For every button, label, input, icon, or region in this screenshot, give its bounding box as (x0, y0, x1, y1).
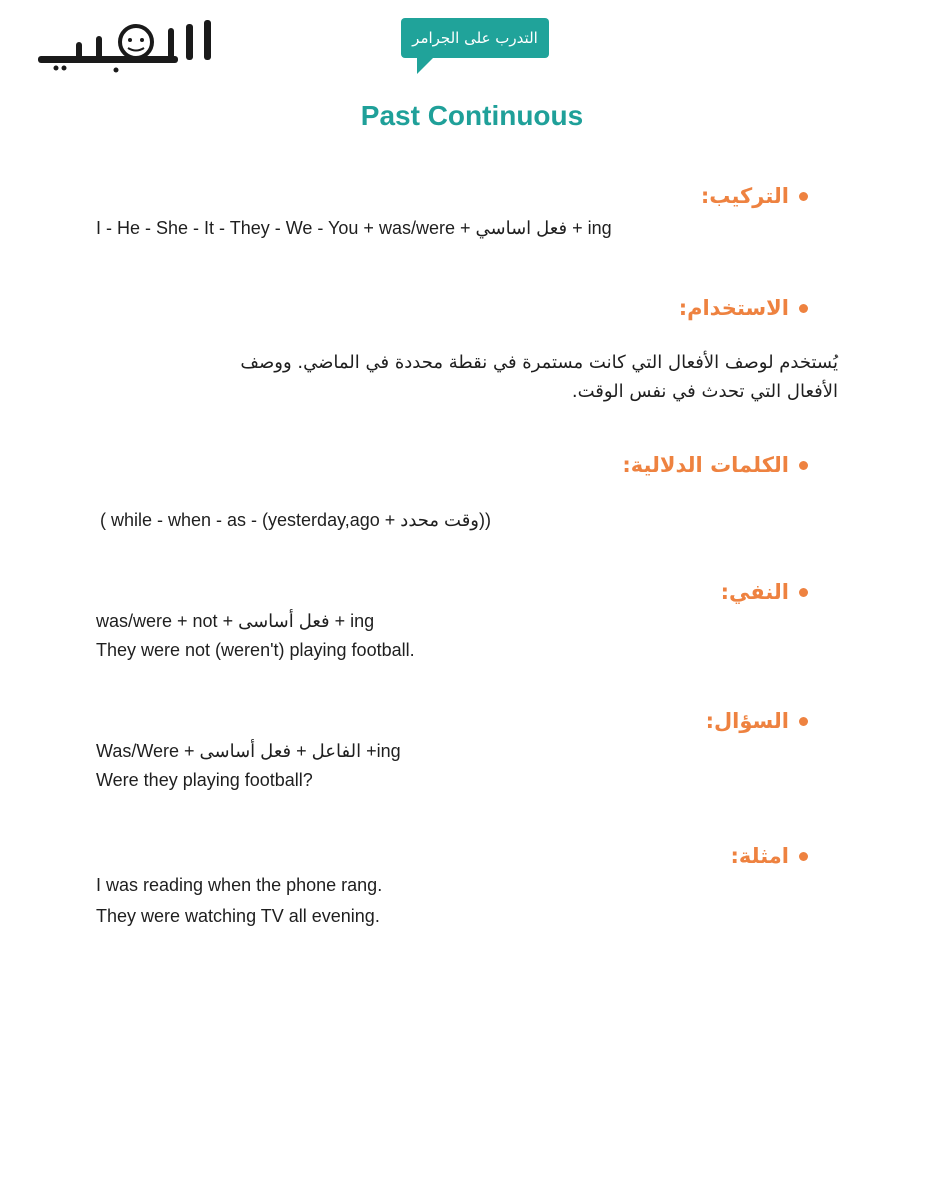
example-sentence: They were watching TV all evening. (96, 906, 380, 926)
negative-formula: was/were + not + فعل أساسى + ing (96, 611, 375, 631)
structure-formula: I - He - She - It - They - We - You + was/were + فعل اساسي + ing (96, 218, 612, 238)
bullet-icon (799, 461, 808, 470)
bullet-icon (799, 717, 808, 726)
usage-paragraph (138, 348, 838, 406)
usage-line: يُستخدم لوصف الأفعال التي كانت مستمرة في نقطة محددة في الماضي. ووصف (240, 352, 838, 373)
section-heading-structure (701, 184, 808, 208)
bullet-icon (799, 304, 808, 313)
section-heading-text: امثلة: (730, 844, 789, 868)
brand-logo (36, 16, 226, 76)
category-badge-label: التدرب على الجرامر (401, 18, 549, 58)
section-heading-question (706, 709, 808, 733)
negative-example: They were not (weren't) playing football. (96, 640, 415, 660)
bullet-icon (799, 192, 808, 201)
section-heading-negative (721, 580, 808, 604)
section-heading-text: النفي: (720, 580, 789, 604)
bullet-icon (799, 588, 808, 597)
signal-words-line: ( while - when - as - (yesterday,ago + وقت محدد)) (100, 510, 491, 530)
section-heading-usage (679, 296, 808, 320)
section-heading-text: التركيب: (700, 184, 789, 208)
section-heading-text: الكلمات الدلالية: (622, 453, 789, 477)
question-formula: Was/Were + الفاعل + فعل أساسى +ing (96, 741, 401, 761)
section-heading-text: الاستخدام: (678, 296, 789, 320)
bullet-icon (799, 852, 808, 861)
example-sentence: I was reading when the phone rang. (96, 875, 383, 895)
section-heading-text: السؤال: (705, 709, 789, 733)
section-heading-signal-words (622, 453, 808, 477)
speech-tail (417, 56, 435, 74)
usage-line: الأفعال التي تحدث في نفس الوقت. (571, 381, 838, 402)
category-badge (401, 18, 549, 58)
section-heading-examples (731, 844, 808, 868)
question-example: Were they playing football? (96, 770, 313, 790)
page-title: Past Continuous (360, 100, 584, 131)
